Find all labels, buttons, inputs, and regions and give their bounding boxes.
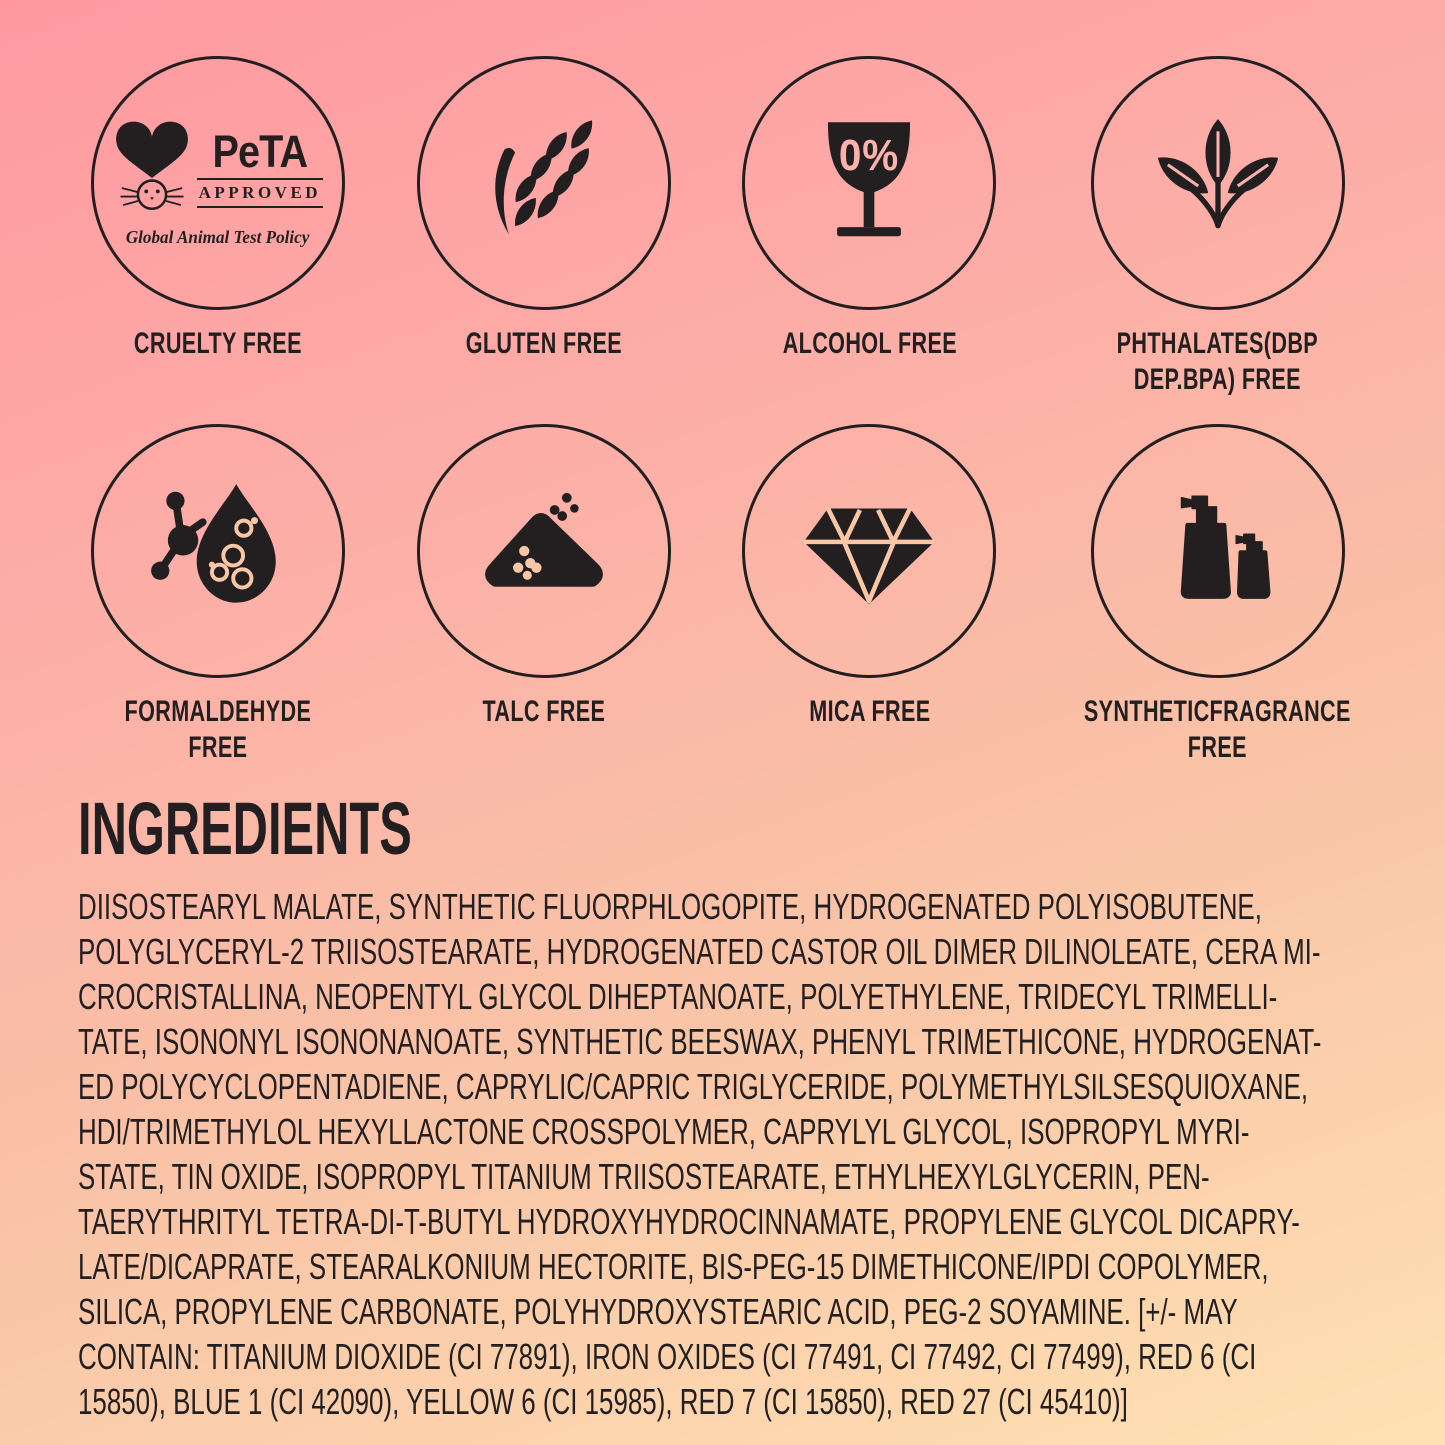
badge-label-line: MICA FREE bbox=[808, 695, 931, 728]
spray-bottles-icon bbox=[1142, 475, 1294, 627]
synthetic-fragrance-free-circle bbox=[1091, 424, 1345, 678]
ingredients-line: LATE/DICAPRATE, STEARALKONIUM HECTORITE, BIS-PEG-15 DIMETHICONE/IPDI COPOLYMER, bbox=[78, 1246, 1269, 1287]
badge-cruelty-free bbox=[55, 56, 381, 398]
gluten-free-circle bbox=[417, 56, 671, 310]
badge-label-line: FREE bbox=[1188, 731, 1248, 764]
ingredients-line: CONTAIN: TITANIUM DIOXIDE (CI 77891), IRON OXIDES (CI 77491, CI 77492, CI 77499), RED 6 (CI bbox=[78, 1336, 1257, 1377]
phthalates-free-circle bbox=[1091, 56, 1345, 310]
badge-label-line: DEP.BPA) FREE bbox=[1134, 363, 1302, 396]
ingredients-line: HDI/TRIMETHYLOL HEXYLLACTONE CROSSPOLYMER, CAPRYLYL GLYCOL, ISOPROPYL MYRI- bbox=[78, 1111, 1250, 1152]
badge-phthalates-free bbox=[1032, 56, 1403, 398]
ingredients-line: 15850), BLUE 1 (CI 42090), YELLOW 6 (CI 15985), RED 7 (CI 15850), RED 27 (CI 45410)] bbox=[78, 1381, 1128, 1422]
badge-label-line: FREE bbox=[188, 731, 248, 764]
zero-percent-label: 0% bbox=[839, 131, 900, 180]
mica-free-circle bbox=[742, 424, 996, 678]
ingredients-line: STATE, TIN OXIDE, ISOPROPYL TITANIUM TRIISOSTEARATE, ETHYLHEXYLGLYCERIN, PEN- bbox=[78, 1156, 1210, 1197]
badge-label-line: CRUELTY FREE bbox=[133, 327, 302, 360]
badge-formaldehyde-free bbox=[55, 424, 381, 766]
badge-label bbox=[101, 326, 336, 362]
peta-brand-text: PeTA bbox=[212, 125, 308, 177]
badge-label bbox=[426, 326, 661, 362]
wheat-icon bbox=[468, 107, 620, 259]
powder-pile-icon bbox=[468, 475, 620, 627]
ingredients-line: TAERYTHRITYL TETRA-DI-T-BUTYL HYDROXYHYDROCINNAMATE, PROPYLENE GLYCOL DICAPRY- bbox=[78, 1201, 1300, 1242]
badge-alcohol-free bbox=[707, 56, 1033, 398]
badge-label bbox=[752, 326, 987, 362]
badge-label-line: SYNTHETICFRAGRANCE bbox=[1084, 695, 1352, 728]
badge-label-line: TALC FREE bbox=[482, 695, 606, 728]
badge-label-line: FORMALDEHYDE bbox=[124, 695, 312, 728]
peta-tagline-text: Global Animal Test Policy bbox=[126, 226, 310, 247]
badge-synthetic-fragrance-free bbox=[1032, 424, 1403, 766]
ingredients-heading: INGREDIENTS bbox=[78, 787, 412, 870]
peta-logo-top-row bbox=[113, 119, 323, 219]
ingredients-line: CROCRISTALLINA, NEOPENTYL GLYCOL DIHEPTANOATE, POLYETHYLENE, TRIDECYL TRIMELLI- bbox=[78, 976, 1278, 1017]
leaves-icon bbox=[1142, 107, 1294, 259]
peta-approved-logo bbox=[94, 119, 342, 248]
ingredients-line: TATE, ISONONYL ISONONANOATE, SYNTHETIC BEESWAX, PHENYL TRIMETHICONE, HYDROGENAT- bbox=[78, 1021, 1322, 1062]
badge-label bbox=[426, 694, 661, 730]
badge-talc-free bbox=[381, 424, 707, 766]
badge-label bbox=[1084, 694, 1351, 766]
diamond-icon bbox=[793, 475, 945, 627]
badge-label-line: GLUTEN FREE bbox=[465, 327, 622, 360]
badge-gluten-free bbox=[381, 56, 707, 398]
alcohol-free-circle bbox=[742, 56, 996, 310]
badge-label-line: ALCOHOL FREE bbox=[782, 327, 957, 360]
badge-label bbox=[752, 694, 987, 730]
talc-free-circle bbox=[417, 424, 671, 678]
ingredients-line: DIISOSTEARYL MALATE, SYNTHETIC FLUORPHLOGOPITE, HYDROGENATED POLYISOBUTENE, bbox=[78, 886, 1262, 927]
ingredients-line: SILICA, PROPYLENE CARBONATE, POLYHYDROXYSTEARIC ACID, PEG-2 SOYAMINE. [+/- MAY bbox=[78, 1291, 1238, 1332]
ingredients-list bbox=[78, 884, 1405, 1424]
peta-bunny-heart-icon bbox=[113, 119, 191, 219]
badge-label bbox=[1084, 326, 1351, 398]
badge-label bbox=[101, 694, 336, 766]
peta-approved-text: APPROVED bbox=[197, 178, 323, 208]
ingredients-line: ED POLYCYCLOPENTADIENE, CAPRYLIC/CAPRIC TRIGLYCERIDE, POLYMETHYLSILSESQUIOXANE, bbox=[78, 1066, 1309, 1107]
ingredients-line: POLYGLYCERYL-2 TRIISOSTEARATE, HYDROGENATED CASTOR OIL DIMER DILINOLEATE, CERA MI- bbox=[78, 931, 1321, 972]
zero-percent-glass-icon bbox=[793, 107, 945, 259]
cruelty-free-circle bbox=[91, 56, 345, 310]
molecule-droplet-icon bbox=[142, 475, 294, 627]
badge-mica-free bbox=[707, 424, 1033, 766]
peta-text-block bbox=[197, 125, 323, 208]
formaldehyde-free-circle bbox=[91, 424, 345, 678]
ingredients-section bbox=[0, 766, 1445, 1424]
badge-label-line: PHTHALATES(DBP bbox=[1116, 327, 1319, 360]
